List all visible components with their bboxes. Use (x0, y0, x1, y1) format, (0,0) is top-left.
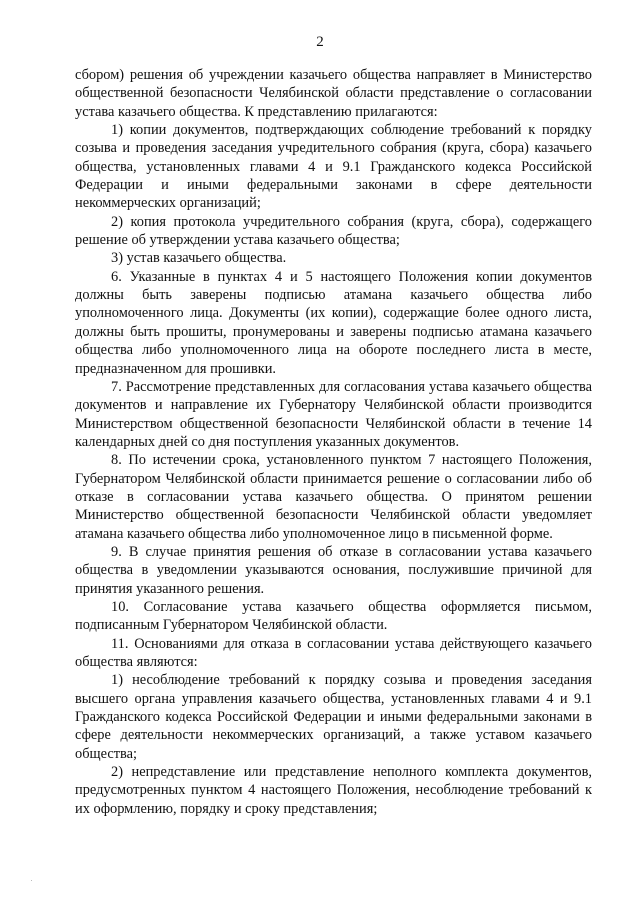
paragraph-item-3-charter: 3) устав казачьего общества. (111, 250, 287, 267)
paragraph-11-item-2: 2) непредставление или представление неполного комплекта документов, предусмотренных пунктом 4 настоящего Положения, несоблюдение требований к их оформлению, порядку и сроку представления; (75, 764, 592, 817)
page-number: 2 (316, 34, 324, 50)
paragraph-11: 11. Основаниями для отказа в согласовании устава действующего казачьего общества являются: (75, 635, 592, 670)
paragraph-9: 9. В случае принятия решения об отказе в согласовании устава казачьего общества в уведомлении указываются основания, послужившие причиной для принятия указанного решения. (75, 543, 592, 597)
paragraph-11-item-1: 1) несоблюдение требований к порядку созыва и проведения заседания высшего органа управления казачьего общества, установленных главами 4 и 9.1 Гражданского кодекса Российской Федерации и иными федеральными законами в сфере деятельности некоммерческих организаций, а также уставом казачьего общества; (75, 672, 592, 762)
paragraph-7: 7. Рассмотрение представленных для согласования устава казачьего общества документов и направление их Губернатору Челябинской области производится Министерством общественной безопасности Челябинской области в течение 14 календарных дней со дня поступления указанных документов. (75, 378, 592, 450)
paragraph-continuation: сбором) решения об учреждении казачьего общества направляет в Министерство общественной безопасности Челябинской области представление о согласовании устава казачьего общества. К представлению прилагаются: (75, 67, 592, 120)
paragraph-item-1-copies: 1) копии документов, подтверждающих соблюдение требований к порядку созыва и проведения заседания учредительного собрания (круга, сбора) казачьего общества, установленных главами 4 и 9.1 Гражданского кодекса Российской Федерации и иными федеральными законами в сфере деятельности некоммерческих организаций; (75, 122, 592, 212)
paragraph-6: 6. Указанные в пунктах 4 и 5 настоящего Положения копии документов должны быть заверены подписью атамана казачьего общества либо уполномоченного лица. Документы (их копии), содержащие более одного листа, должны быть прошиты, пронумерованы и заверены подписью атамана казачьего общества либо уполномоченного лица на обороте последнего листа в месте, предназначенном для прошивки. (75, 268, 592, 377)
paragraph-10: 10. Согласование устава казачьего общества оформляется письмом, подписанным Губернатором Челябинской области. (75, 598, 592, 634)
scan-speck (31, 880, 32, 881)
paragraph-8: 8. По истечении срока, установленного пунктом 7 настоящего Положения, Губернатором Челябинской области принимается решение о согласовании либо об отказе в согласовании устава казачьего общества. О принятом решении Министерство общественной безопасности Челябинской области уведомляет атамана казачьего общества либо уполномоченное лицо в письменной форме. (75, 452, 592, 542)
document-body (75, 66, 592, 818)
paragraph-item-2-protocol: 2) копия протокола учредительного собрания (круга, сбора), содержащего решение об утверждении устава казачьего общества; (75, 213, 592, 249)
